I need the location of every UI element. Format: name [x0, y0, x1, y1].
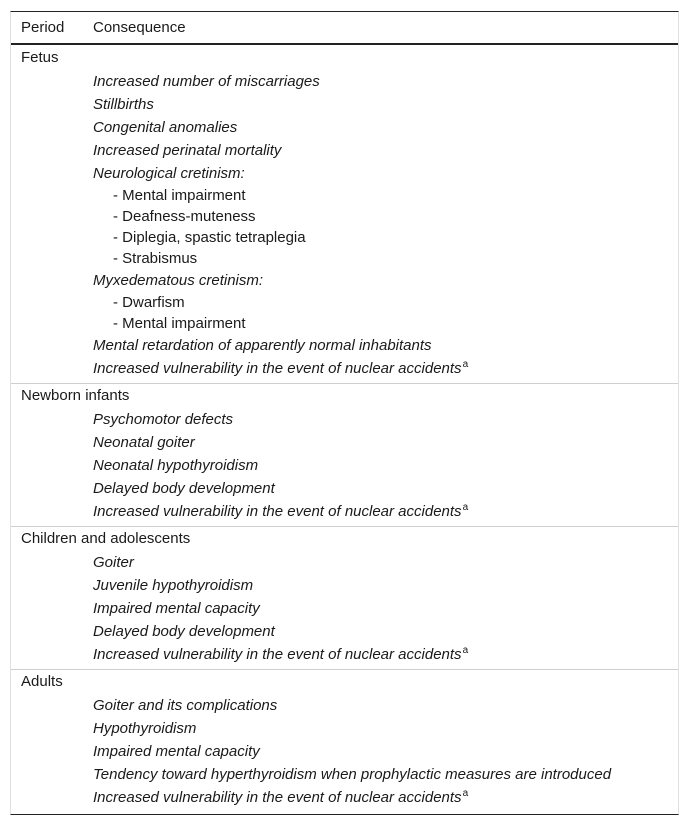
- consequence-text: Impaired mental capacity: [93, 600, 260, 617]
- consequence-text: Increased vulnerability in the event of nuclear accidents: [93, 789, 462, 806]
- consequence-item: [11, 574, 678, 597]
- consequence-subitem: [11, 248, 678, 269]
- consequence-text: Goiter and its complications: [93, 697, 278, 714]
- consequence-text: Delayed body development: [93, 623, 275, 640]
- consequence-item: [11, 431, 678, 454]
- consequence-item: [11, 454, 678, 477]
- footnote-marker: a: [462, 502, 469, 513]
- consequence-item: [11, 408, 678, 431]
- consequence-subitem: [11, 206, 678, 227]
- header-period: Period: [21, 19, 65, 36]
- consequence-text: Increased perinatal mortality: [93, 142, 282, 159]
- consequence-item: [11, 694, 678, 717]
- consequence-text: - Diplegia, spastic tetraplegia: [113, 229, 306, 246]
- consequence-text: Delayed body development: [93, 480, 275, 497]
- consequence-item: [11, 717, 678, 740]
- consequence-text: Increased vulnerability in the event of nuclear accidents: [93, 503, 462, 520]
- consequence-item: [11, 477, 678, 500]
- period-label: Adults: [21, 673, 63, 690]
- table-header-row: [11, 12, 678, 45]
- consequence-item: [11, 357, 678, 380]
- consequence-text: - Mental impairment: [113, 315, 246, 332]
- period-group: [11, 384, 678, 527]
- consequence-text: Mental retardation of apparently normal inhabitants: [93, 337, 432, 354]
- consequence-subitem: [11, 227, 678, 248]
- period-label: Fetus: [21, 49, 59, 66]
- consequence-item: [11, 551, 678, 574]
- consequence-text: Neurological cretinism:: [93, 165, 245, 182]
- footnote-marker: a: [462, 788, 469, 799]
- consequence-text: Increased vulnerability in the event of nuclear accidents: [93, 646, 462, 663]
- consequence-text: - Strabismus: [113, 250, 198, 267]
- consequence-item: [11, 597, 678, 620]
- consequence-text: Neonatal hypothyroidism: [93, 457, 259, 474]
- consequence-text: Congenital anomalies: [93, 119, 238, 136]
- consequence-item: [11, 643, 678, 666]
- table-body: [11, 45, 678, 814]
- consequence-item: [11, 620, 678, 643]
- consequence-text: Hypothyroidism: [93, 720, 197, 737]
- consequence-text: - Deafness-muteness: [113, 208, 256, 225]
- consequence-text: Impaired mental capacity: [93, 743, 260, 760]
- consequence-item: [11, 500, 678, 523]
- period-label: Children and adolescents: [21, 530, 191, 547]
- consequence-text: Tendency toward hyperthyroidism when prophylactic measures are introduced: [93, 766, 612, 783]
- consequence-text: Juvenile hypothyroidism: [93, 577, 254, 594]
- consequence-item: [11, 763, 678, 786]
- period-group: [11, 45, 678, 384]
- period-label: Newborn infants: [21, 387, 130, 404]
- consequence-item: [11, 93, 678, 116]
- consequence-subitem: [11, 313, 678, 334]
- footnote-marker: a: [462, 359, 469, 370]
- consequence-text: Psychomotor defects: [93, 411, 234, 428]
- consequence-text: Myxedematous cretinism:: [93, 272, 264, 289]
- consequence-subitem: [11, 185, 678, 206]
- consequence-subitem: [11, 292, 678, 313]
- header-consequence: Consequence: [93, 19, 186, 36]
- period-group: [11, 527, 678, 670]
- consequence-item: [11, 269, 678, 292]
- consequence-item: [11, 139, 678, 162]
- footnote-marker: a: [462, 645, 469, 656]
- period-group: [11, 670, 678, 814]
- consequence-text: Stillbirths: [93, 96, 154, 113]
- consequence-item: [11, 70, 678, 93]
- consequence-text: Increased vulnerability in the event of nuclear accidents: [93, 360, 462, 377]
- consequence-text: Increased number of miscarriages: [93, 73, 320, 90]
- consequence-item: [11, 740, 678, 763]
- consequence-text: - Dwarfism: [113, 294, 185, 311]
- consequence-text: Goiter: [93, 554, 134, 571]
- consequence-item: [11, 162, 678, 185]
- consequence-text: - Mental impairment: [113, 187, 246, 204]
- consequence-item: [11, 334, 678, 357]
- consequence-item: [11, 116, 678, 139]
- consequence-item: [11, 786, 678, 809]
- consequences-table: [10, 11, 679, 815]
- consequence-text: Neonatal goiter: [93, 434, 195, 451]
